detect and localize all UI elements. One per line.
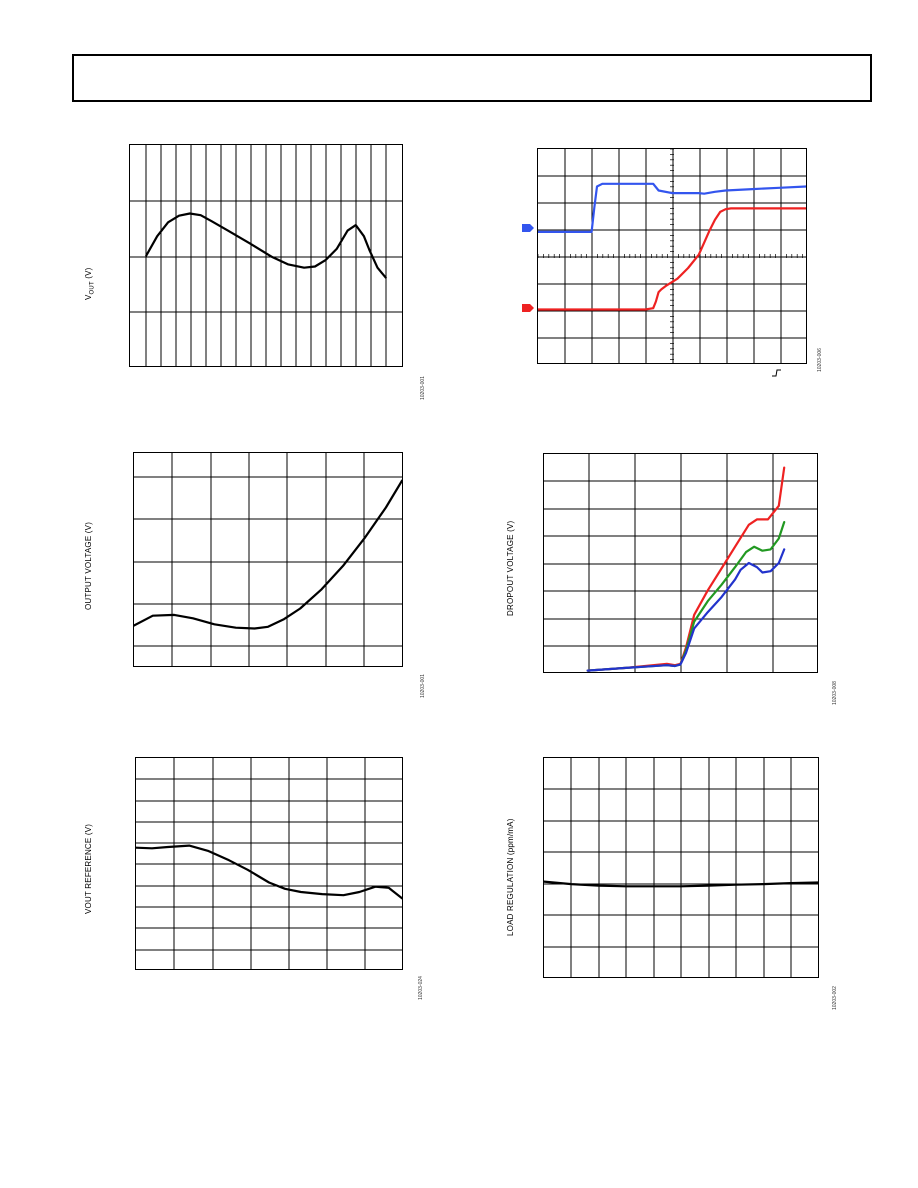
fig3-svg: [134, 453, 402, 666]
fig2-channel-marker-blue: [522, 224, 534, 232]
fig1-plot: [129, 144, 403, 367]
fig6-plot: [543, 757, 819, 978]
fig5-figure-id: 10203-024: [418, 976, 424, 1000]
fig1-ylabel-sub: OUT: [89, 281, 96, 295]
fig5-svg: [136, 758, 402, 969]
fig4-series-2-line: [588, 522, 785, 671]
fig1-ylabel-tail: (V): [84, 267, 93, 282]
fig4-svg: [544, 454, 817, 672]
fig5-ylabel: VOUT REFERENCE (V): [84, 823, 93, 914]
fig2-plot: [537, 148, 807, 364]
fig2-trigger-icon: [772, 369, 782, 377]
fig3-series-1-line: [134, 481, 402, 629]
fig2-channel-marker-red: [522, 304, 534, 312]
fig2-svg: [538, 149, 806, 363]
fig5-series-1-line: [136, 846, 402, 899]
fig1-ylabel-main: V: [84, 294, 93, 300]
page-header-box: [72, 54, 872, 102]
fig2-figure-id: 10203-006: [817, 348, 823, 372]
fig3-ylabel: OUTPUT VOLTAGE (V): [84, 521, 93, 610]
fig4-ylabel: DROPOUT VOLTAGE (V): [506, 520, 515, 616]
fig4-series-3-line: [588, 549, 785, 670]
fig4-series-1-line: [588, 468, 785, 671]
fig4-plot: [543, 453, 818, 673]
fig1-svg: [130, 145, 402, 366]
fig2-series-2-line: [538, 208, 806, 309]
fig6-svg: [544, 758, 818, 977]
fig4-figure-id: 10203-008: [832, 681, 838, 705]
fig1-ylabel: [84, 268, 96, 301]
fig3-figure-id: 10203-001: [420, 674, 426, 698]
fig6-figure-id: 10203-002: [832, 986, 838, 1010]
fig3-plot: [133, 452, 403, 667]
fig6-ylabel: LOAD REGULATION (ppm/mA): [506, 818, 515, 936]
fig5-plot: [135, 757, 403, 970]
fig1-figure-id: 10203-001: [420, 376, 426, 400]
